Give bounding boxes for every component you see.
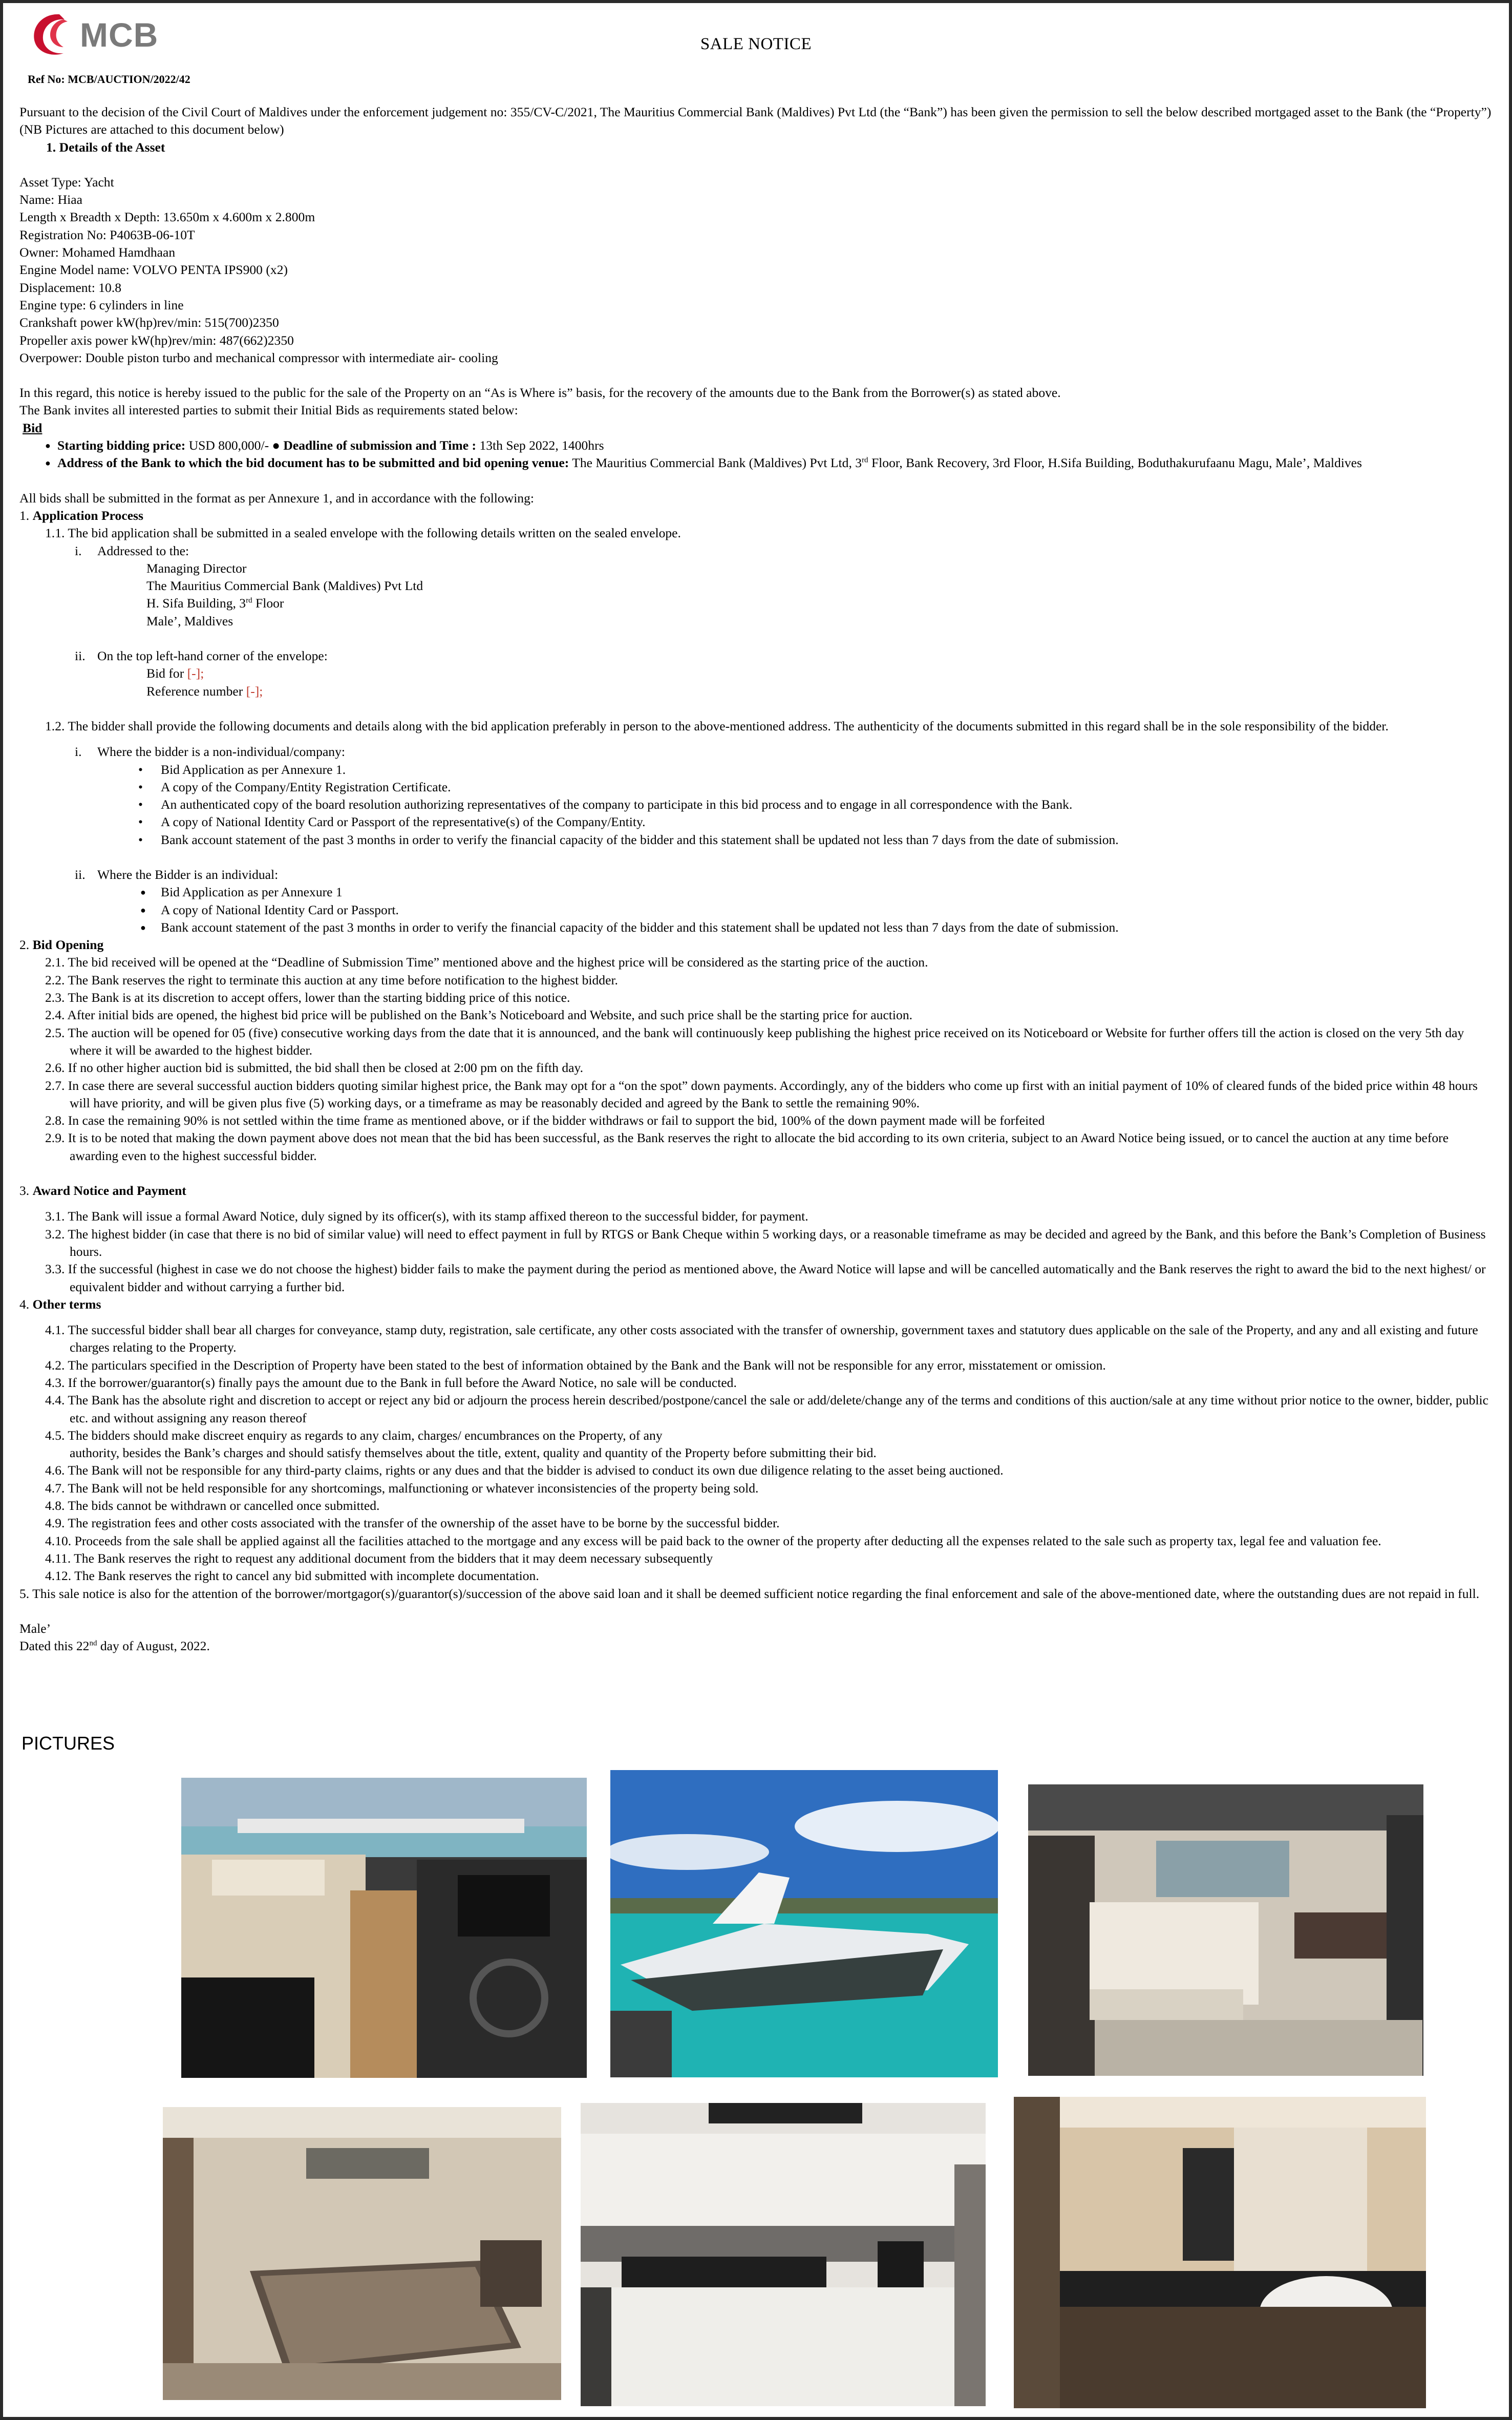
asset-line: Owner: Mohamed Hamdhaan: [19, 245, 176, 260]
company-requirement: • A copy of the Company/Entity Registration Certificate.: [19, 778, 1494, 796]
addressee-line: The Mauritius Commercial Bank (Maldives) Pvt Ltd: [146, 578, 423, 594]
clause-4: 4.2. The particulars specified in the Description of Property have been stated to the best of information obtained by the Bank and the Bank will not be responsible for any error, misstatement or omission.: [45, 1357, 1106, 1373]
individual-requirement: ● Bank account statement of the past 3 months in order to verify the financial capacity of the bidder and this statement shall be updated not less than 7 days from the date of submission.: [19, 919, 1494, 936]
asset-line: Propeller axis power kW(hp)rev/min: 487(662)2350: [19, 332, 294, 348]
asset-line: Engine type: 6 cylinders in line: [19, 297, 184, 312]
clause-2: 2.8. In case the remaining 90% is not settled within the time frame as mentioned above, or if the bidder withdraws or fail to support the bid, 100% of the down payment made will be forfeited: [45, 1113, 1045, 1128]
clause-2: 2.7. In case there are several successful auction bidders quoting similar highest price, the Bank may opt for a “on the spot” down payments. Accordingly, any of the bidders who come up first with an initial payment of 10% of cleared funds of the bided price within 48 hours will have priority, and will be given plus five (5) working days, or a timeframe as may be reasonably decided and agreed by the Bank to settle the remaining 90%.: [45, 1078, 1478, 1110]
clause-4: 4.11. The Bank reserves the right to request any additional document from the bidders that it may deem necessary subsequently: [45, 1550, 713, 1566]
bid-price-line: ● Starting bidding price: USD 800,000/- ● Deadline of submission and Time : 13th Sep 2022, 1400hrs: [19, 437, 1494, 454]
addressee-line: Managing Director: [146, 560, 247, 576]
clause-4: 4.9. The registration fees and other costs associated with the transfer of the ownership of the asset have to be borne by the successful bidder.: [45, 1516, 780, 1531]
yacht-cabin-bed-photo: [163, 2107, 561, 2400]
envelope-corner-item: ii. On the top left-hand corner of the envelope:: [75, 648, 328, 664]
company-bidder-item: i. Where the bidder is a non-individual/company:: [75, 744, 346, 760]
document-body: [19, 103, 1494, 1655]
clause-2: 2.2. The Bank reserves the right to terminate this auction at any time before notification to the highest bidder.: [45, 972, 618, 987]
invite-paragraph: The Bank invites all interested parties to submit their Initial Bids as requirements stated below:: [19, 403, 518, 418]
clause-4: 4.1. The successful bidder shall bear all charges for conveyance, stamp duty, registration, sale certificate, any other costs associated with the transfer of ownership, government taxes and statutory dues applicable on the sale of the Property, and any and all existing and future charges relating to the Property.: [45, 1322, 1478, 1355]
pictures-heading: PICTURES: [22, 1733, 115, 1754]
bid-address-value: The Mauritius Commercial Bank (Maldives) Pvt Ltd, 3rd Floor, Bank Recovery, 3rd Floor, H.Sifa Building, Boduthakurufaanu Magu, Male’, Maldives: [572, 455, 1362, 471]
yacht-salon-photo: [1028, 1784, 1423, 2076]
yacht-galley-photo: [581, 2103, 986, 2406]
clause-4: 4.4. The Bank has the absolute right and discretion to accept or reject any bid or adjourn the process herein described/postpone/cancel the sale or add/delete/change any of the terms and conditions of this auction/sale at any time without prior notice to the owner, bidder, public etc. and without assigning any reason thereof: [45, 1393, 1489, 1425]
company-requirement: • A copy of National Identity Card or Passport of the representative(s) of the Company/Entity.: [19, 813, 1494, 831]
asset-line: Registration No: P4063B-06-10T: [19, 227, 195, 242]
reference-placeholder: [-];: [246, 683, 263, 699]
clause-4: 4.7. The Bank will not be held responsible for any shortcomings, malfunctioning or whatever inconsistencies of the property being sold.: [45, 1480, 759, 1496]
clause-1-2: 1.2. The bidder shall provide the following documents and details along with the bid application preferably in person to the above-mentioned address. The authenticity of the documents submitted in this regard shall be in the sole responsibility of the bidder.: [45, 718, 1389, 733]
clause-4: 4.12. The Bank reserves the right to cancel any bid submitted with incomplete documentation.: [45, 1568, 539, 1584]
logo-text: MCB: [80, 16, 159, 54]
clause-2: 2.9. It is to be noted that making the down payment above does not mean that the bid has been successful, as the Bank reserves the right to allocate the bid according to its own criteria, subject to an Award Notice being issued, or to cancel the auction at any time before awarding even to the highest successful bidder.: [45, 1130, 1449, 1163]
bid-heading: Bid: [23, 420, 42, 435]
clause-2: 2.6. If no other higher auction bid is submitted, the bid shall then be closed at 2:00 pm on the fifth day.: [45, 1060, 584, 1076]
asset-line: Name: Hiaa: [19, 192, 82, 207]
details-heading: 1. Details of the Asset: [46, 139, 165, 155]
company-requirement: • Bank account statement of the past 3 months in order to verify the financial capacity of the bidder and this statement shall be updated not less than 7 days from the date of submission.: [19, 831, 1494, 849]
addressee-line: H. Sifa Building, 3rd Floor: [146, 596, 284, 611]
starting-price-label: Starting bidding price:: [57, 438, 186, 453]
reference-number-line: Reference number [-];: [146, 683, 263, 699]
asset-details-list: [19, 174, 1494, 367]
yacht-bathroom-photo: [1014, 2097, 1426, 2408]
section-4-heading: 4. Other terms: [19, 1296, 101, 1312]
deadline-label: Deadline of submission and Time :: [283, 438, 477, 453]
bid-for-line: Bid for [-];: [146, 666, 204, 681]
document-title: SALE NOTICE: [700, 35, 812, 53]
bid-for-placeholder: [-];: [187, 666, 204, 681]
intro-paragraph: Pursuant to the decision of the Civil Court of Maldives under the enforcement judgement no: 355/CV-C/2021, The Mauritius Commercial Bank (Maldives) Pvt Ltd (the “Bank”) has been given the permission to sell the below described mortgaged asset to the Bank (the “Property”) (NB Pictures are attached to this document below): [19, 104, 1492, 137]
reference-number: Ref No: MCB/AUCTION/2022/42: [28, 73, 190, 86]
section-2-heading: 2. Bid Opening: [19, 937, 104, 953]
clause-5: 5. This sale notice is also for the attention of the borrower/mortgagor(s)/guarantor(s)/succession of the above said loan and it shall be deemed sufficient notice regarding the final enforcement and sale of the above-mentioned date, where the outstanding dues are not repaid in full.: [19, 1586, 1480, 1601]
clause-4: 4.5. The bidders should make discreet enquiry as regards to any claim, charges/ encumbrances on the Property, of any: [45, 1427, 663, 1443]
individual-bidder-item: ii. Where the Bidder is an individual:: [75, 867, 279, 882]
regard-paragraph: In this regard, this notice is hereby issued to the public for the sale of the Property on an “As is Where is” basis, for the recovery of the amounts due to the Bank from the Borrower(s) as stated above.: [19, 385, 1061, 401]
company-requirement: • An authenticated copy of the board resolution authorizing representatives of the company to participate in this bid process and to engage in all correspondence with the Bank.: [19, 796, 1494, 813]
bid-address-label: Address of the Bank to which the bid document has to be submitted and bid opening venue:: [57, 455, 569, 471]
addressee-line: Male’, Maldives: [146, 613, 233, 628]
clause-3: 3.3. If the successful (highest in case we do not choose the highest) bidder fails to make the payment during the period as mentioned above, the Award Notice will lapse and will be cancelled automatically and the Bank reserves the right to award the bid to the next highest/ or equivalent bidder and without carrying a further bid.: [45, 1261, 1486, 1294]
clause-2: 2.1. The bid received will be opened at the “Deadline of Submission Time” mentioned above and the highest price will be considered as the starting price of the auction.: [45, 955, 928, 970]
bid-address-line: [19, 454, 1494, 472]
deadline-value: 13th Sep 2022, 1400hrs: [479, 438, 604, 453]
clause-4: 4.8. The bids cannot be withdrawn or cancelled once submitted.: [45, 1498, 380, 1513]
asset-line: Asset Type: Yacht: [19, 174, 114, 190]
clause-4: 4.10. Proceeds from the sale shall be applied against all the facilities attached to the mortgage and any excess will be paid back to the owner of the property after deducting all the expenses related to the sale such as property tax, legal fee and valuation fee.: [45, 1533, 1381, 1548]
clause-2: 2.4. After initial bids are opened, the highest bid price will be published on the Bank’s Noticeboard and Website, and such price shall be the starting price for auction.: [45, 1007, 913, 1023]
starting-price-value: USD 800,000/-: [188, 438, 269, 453]
section-3-heading: 3. Award Notice and Payment: [19, 1183, 186, 1198]
individual-requirement: ● A copy of National Identity Card or Passport.: [19, 901, 1494, 919]
clause-3: 3.1. The Bank will issue a formal Award Notice, duly signed by its officer(s), with its stamp affixed thereon to the successful bidder, for payment.: [45, 1209, 808, 1224]
date-line: Dated this 22nd day of August, 2022.: [19, 1638, 210, 1654]
individual-requirement: ● Bid Application as per Annexure 1: [19, 883, 1494, 901]
all-bids-paragraph: All bids shall be submitted in the format as per Annexure 1, and in accordance with the following:: [19, 490, 535, 506]
yacht-exterior-photo: [610, 1770, 998, 2077]
document-header: [3, 3, 1509, 95]
clause-4: 4.3. If the borrower/guarantor(s) finally pays the amount due to the Bank in full before the Award Notice, no sale will be conducted.: [45, 1375, 737, 1390]
envelope-address-item: i. Addressed to the:: [75, 543, 189, 558]
yacht-helm-photo: [181, 1778, 587, 2078]
section-1-heading: 1. Application Process: [19, 508, 143, 523]
asset-line: Engine Model name: VOLVO PENTA IPS900 (x2): [19, 262, 288, 278]
clause-3: 3.2. The highest bidder (in case that there is no bid of similar value) will need to effect payment in full by RTGS or Bank Cheque within 5 working days, or a reasonable timeframe as may be decided and agreed by the Bank, and this before the Bank’s Completion of Business hours.: [45, 1226, 1486, 1259]
asset-line: Crankshaft power kW(hp)rev/min: 515(700)2350: [19, 315, 279, 330]
asset-line: Displacement: 10.8: [19, 280, 122, 295]
clause-2: 2.3. The Bank is at its discretion to accept offers, lower than the starting bidding price of this notice.: [45, 990, 570, 1005]
company-requirement: • Bid Application as per Annexure 1.: [19, 761, 1494, 778]
asset-line: Length x Breadth x Depth: 13.650m x 4.600m x 2.800m: [19, 209, 315, 225]
asset-line: Overpower: Double piston turbo and mechanical compressor with intermediate air- cooling: [19, 350, 498, 365]
clause-1-1: 1.1. The bid application shall be submitted in a sealed envelope with the following details written on the sealed envelope.: [45, 525, 681, 541]
clause-2: 2.5. The auction will be opened for 05 (five) consecutive working days from the date that it is announced, and the bank will continuously keep publishing the highest price received on its Noticeboard or Website for further offers till the action is closed on the very 5th day where it will be awarded to the highest bidder.: [45, 1025, 1464, 1058]
clause-4-5-continuation: authority, besides the Bank’s charges and should satisfy themselves about the title, extent, quality and quantity of the Property before submitting their bid.: [70, 1445, 877, 1461]
clause-4: 4.6. The Bank will not be responsible for any third-party claims, rights or any dues and that the bidder is advised to conduct its own due diligence relating to the asset being auctioned.: [45, 1463, 1004, 1478]
place-line: Male’: [19, 1621, 51, 1636]
